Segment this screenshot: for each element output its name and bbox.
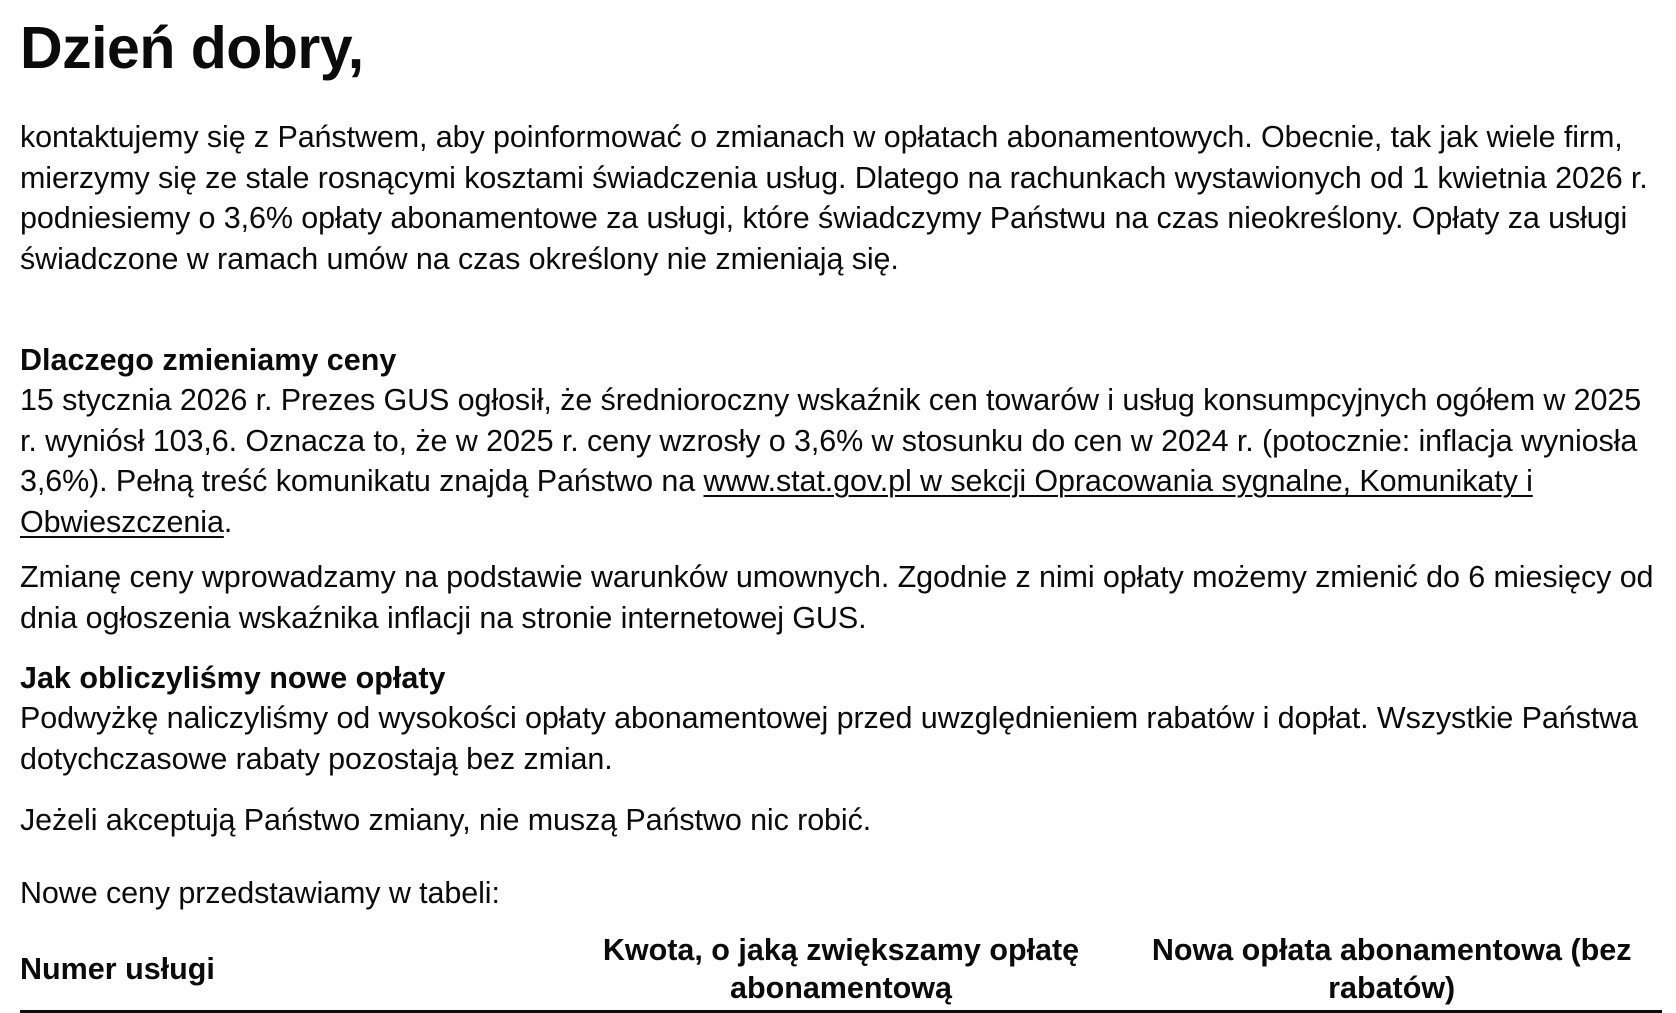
accept-paragraph: Jeżeli akceptują Państwo zmiany, nie muszą Państwo nic robić.: [20, 803, 872, 837]
stat-gov-link[interactable]: www.stat.gov.pl w sekcji Opracowania sygnalne, Komunikaty i Obwieszczenia: [20, 464, 1533, 539]
price-table: [20, 928, 1662, 1013]
how-heading: Jak obliczyliśmy nowe opłaty: [20, 661, 446, 695]
header-increase-amount: Kwota, o jaką zwiększamy opłatę abonamentową: [561, 928, 1122, 1012]
change-paragraph: Zmianę ceny wprowadzamy na podstawie warunków umownych. Zgodnie z nimi opłaty możemy zmienić do 6 miesięcy od dnia ogłoszenia wskaźnika inflacji na stronie internetowej GUS.: [20, 560, 1654, 635]
greeting-heading: Dzień dobry,: [20, 15, 364, 81]
letter: [20, 0, 1660, 1005]
header-service-number: Numer usługi: [20, 928, 561, 1012]
why-paragraph: [20, 380, 1660, 542]
why-heading: Dlaczego zmieniamy ceny: [20, 343, 397, 377]
intro-paragraph: kontaktujemy się z Państwem, aby poinformować o zmianach w opłatach abonamentowych. Obecnie, tak jak wiele firm, mierzymy się ze stale rosnącymi kosztami świadczenia usług. Dlatego na rachunkach wystawionych od 1 kwietnia 2026 r. podniesiemy o 3,6% opłaty abonamentowe za usługi, które świadczymy Państwu na czas nieokreślony. Opłaty za usługi świadczone w ramach umów na czas określony nie zmieniają się.: [20, 120, 1648, 276]
header-new-fee: Nowa opłata abonamentowa (bez rabatów): [1121, 928, 1662, 1012]
how-paragraph: Podwyżkę naliczyliśmy od wysokości opłaty abonamentowej przed uwzględnieniem rabatów i dopłat. Wszystkie Państwa dotychczasowe rabaty pozostają bez zmian.: [20, 701, 1638, 776]
why-end: .: [223, 504, 233, 539]
why-text: 15 stycznia 2026 r. Prezes GUS ogłosił, że średnioroczny wskaźnik cen towarów i usług konsumpcyjnych ogółem w 2025 r. wyniósł 103,6. Oznacza to, że w 2025 r. ceny wzrosły o 3,6% w stosunku do cen w 2024 r. (potocznie: inflacja wyniosła 3,6%). Pełną treść komunikatu znajdą Państwo na: [20, 383, 1642, 498]
table-intro: Nowe ceny przedstawiamy w tabeli:: [20, 876, 500, 910]
table-header-row: [20, 928, 1662, 1012]
